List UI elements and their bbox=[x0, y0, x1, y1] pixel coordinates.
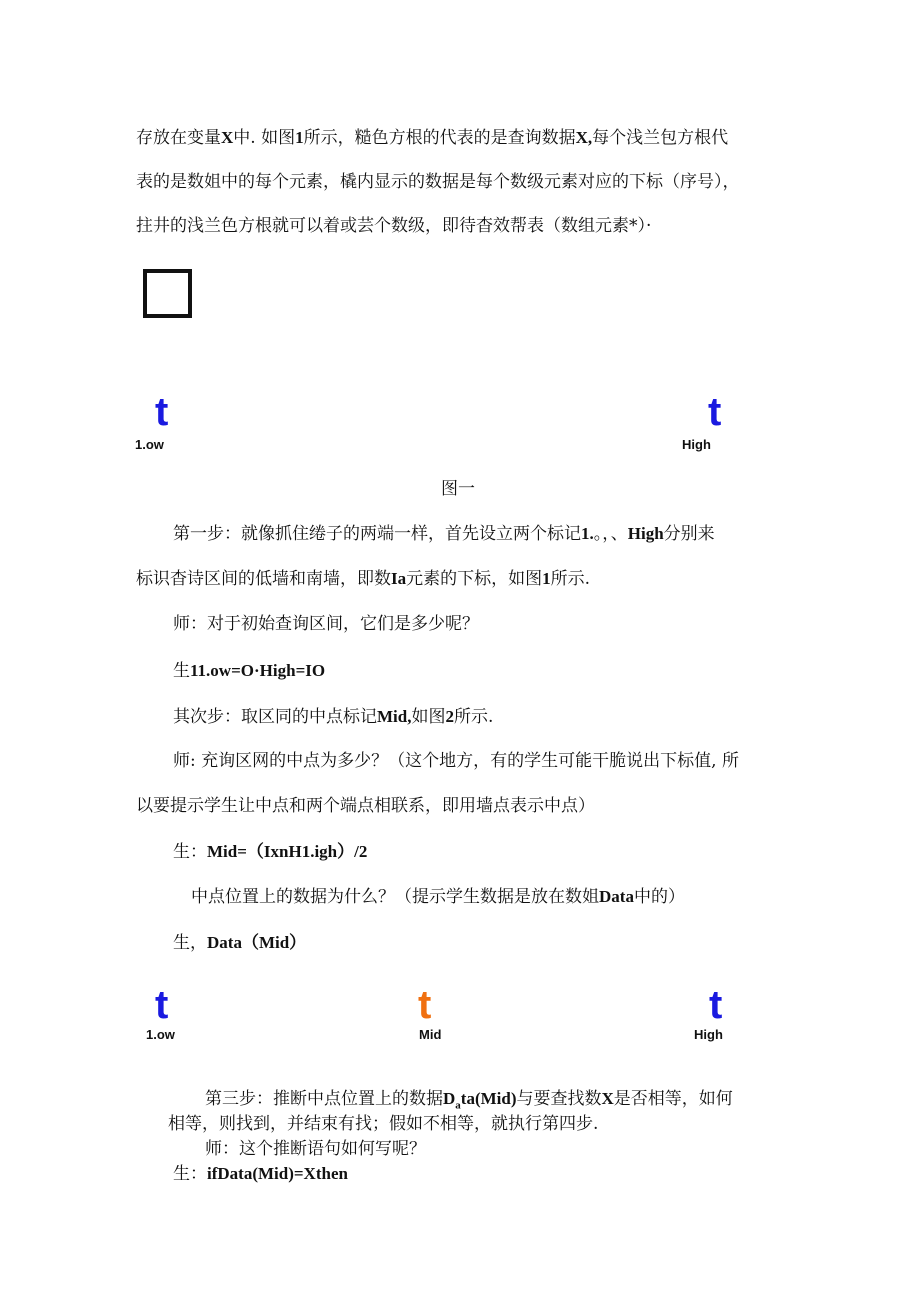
step1-fig-number: 1 bbox=[542, 569, 551, 588]
student-answer-1 bbox=[173, 660, 325, 682]
question-text: 中点位置上的数据为什么？（提示学生数据是放在数姐 bbox=[191, 887, 599, 907]
step3-data-func-sub: a bbox=[455, 1099, 461, 1112]
teacher-question-2-line-1: 师: 充询区网的中点为多少？（这个地方，有的学生可能干脆说出下标值, 所 bbox=[173, 751, 739, 771]
mid-marker-label: Mid bbox=[419, 1027, 442, 1042]
student-prefix: 生 bbox=[173, 661, 190, 681]
teacher-question-2-line-2: 以要提示学生让中点和两个端点相联系，即用墙点表示中点） bbox=[136, 796, 595, 816]
query-box-square bbox=[143, 269, 192, 318]
step3-data-func: ta(Mid) bbox=[460, 1089, 517, 1108]
low-arrow-marker: t bbox=[155, 390, 169, 434]
student-prefix: 生： bbox=[173, 1164, 207, 1184]
step3-data-func: D bbox=[443, 1089, 456, 1108]
step3-var-x: X bbox=[601, 1089, 614, 1108]
student-if-statement: ifData(Mid)=Xthen bbox=[207, 1164, 348, 1183]
teacher-question-3 bbox=[191, 886, 685, 908]
student-answer-code: 11.ow=O·High=IO bbox=[190, 661, 326, 680]
intro-text: 中. 如图 bbox=[233, 128, 296, 148]
step3-text: 与要查找数 bbox=[516, 1089, 602, 1109]
step2-mid-mark: Mid, bbox=[377, 707, 412, 726]
intro-var-x: X bbox=[221, 128, 234, 147]
step1-text: 所示. bbox=[550, 569, 591, 589]
high-arrow-marker: t bbox=[709, 983, 723, 1027]
step1-text: 标识杳诗区间的低墙和南墙，即数 bbox=[136, 569, 391, 589]
intro-text: 每个浅兰包方根代 bbox=[592, 128, 729, 148]
intro-line-1 bbox=[136, 127, 728, 149]
figure-caption: 图一 bbox=[441, 479, 475, 499]
intro-text: 存放在变量 bbox=[136, 128, 221, 148]
intro-fig-number: 1 bbox=[295, 128, 304, 147]
high-marker-label: High bbox=[682, 437, 711, 452]
step2-text: 如图 bbox=[411, 707, 446, 727]
student-answer-4 bbox=[173, 1163, 348, 1185]
student-answer-3 bbox=[173, 932, 306, 954]
step2-line bbox=[173, 706, 493, 728]
intro-text: 所示，糙色方根的代表的是查询数据 bbox=[303, 128, 576, 148]
step1-text: 分别来 bbox=[663, 524, 715, 544]
step3-line-2: 相等，则找到，并结束有找；假如不相等，就执行第四步. bbox=[168, 1114, 599, 1134]
low-marker-label: 1.ow bbox=[146, 1027, 175, 1042]
array-data-name: Data bbox=[599, 887, 634, 906]
step3-text: 第三步：推断中点位置上的数据 bbox=[205, 1089, 443, 1109]
intro-var-x: X, bbox=[575, 128, 593, 147]
step1-text: 元素的下标，如图 bbox=[406, 569, 543, 589]
step1-low-mark: 1. bbox=[581, 524, 594, 543]
student-mid-formula: Mid=（IxnH1.igh）/2 bbox=[207, 842, 368, 861]
mid-arrow-marker: t bbox=[418, 983, 432, 1027]
intro-line-2: 表的是数姐中的每个元素，橇内显示的数据是每个数级元素对应的下标（序号）， bbox=[136, 172, 740, 192]
step1-high-mark: High bbox=[627, 524, 664, 543]
high-arrow-marker: t bbox=[708, 390, 722, 434]
student-data-mid: Data（Mid） bbox=[207, 933, 307, 952]
student-prefix: 生， bbox=[173, 933, 207, 953]
step2-text: 其次步：取区同的中点标记 bbox=[173, 707, 377, 727]
step3-text: 是否相等，如何 bbox=[613, 1089, 733, 1109]
teacher-question-1: 师：对于初始查询区间，它们是多少呢？ bbox=[173, 614, 479, 634]
step1-line-1 bbox=[173, 523, 715, 545]
low-arrow-marker: t bbox=[155, 983, 169, 1027]
intro-line-3: 拄井的浅兰色方根就可以着或芸个数级，即待杳效帮表（数组元素*）· bbox=[136, 216, 652, 236]
step2-text: 所示. bbox=[453, 707, 494, 727]
question-text: 中的） bbox=[633, 887, 685, 907]
teacher-question-4: 师：这个推断语句如何写呢？ bbox=[205, 1139, 426, 1159]
step1-text: 第一步：就像抓住绻子的两端一样，首先设立两个标记 bbox=[173, 524, 581, 544]
low-marker-label: 1.ow bbox=[135, 437, 164, 452]
student-answer-2 bbox=[173, 841, 367, 863]
high-marker-label: High bbox=[694, 1027, 723, 1042]
student-prefix: 生： bbox=[173, 842, 207, 862]
step1-array-name: Ia bbox=[391, 569, 407, 588]
step2-fig-number: 2 bbox=[445, 707, 454, 726]
step1-line-2 bbox=[136, 568, 590, 590]
step1-text: 。，、 bbox=[593, 524, 628, 544]
